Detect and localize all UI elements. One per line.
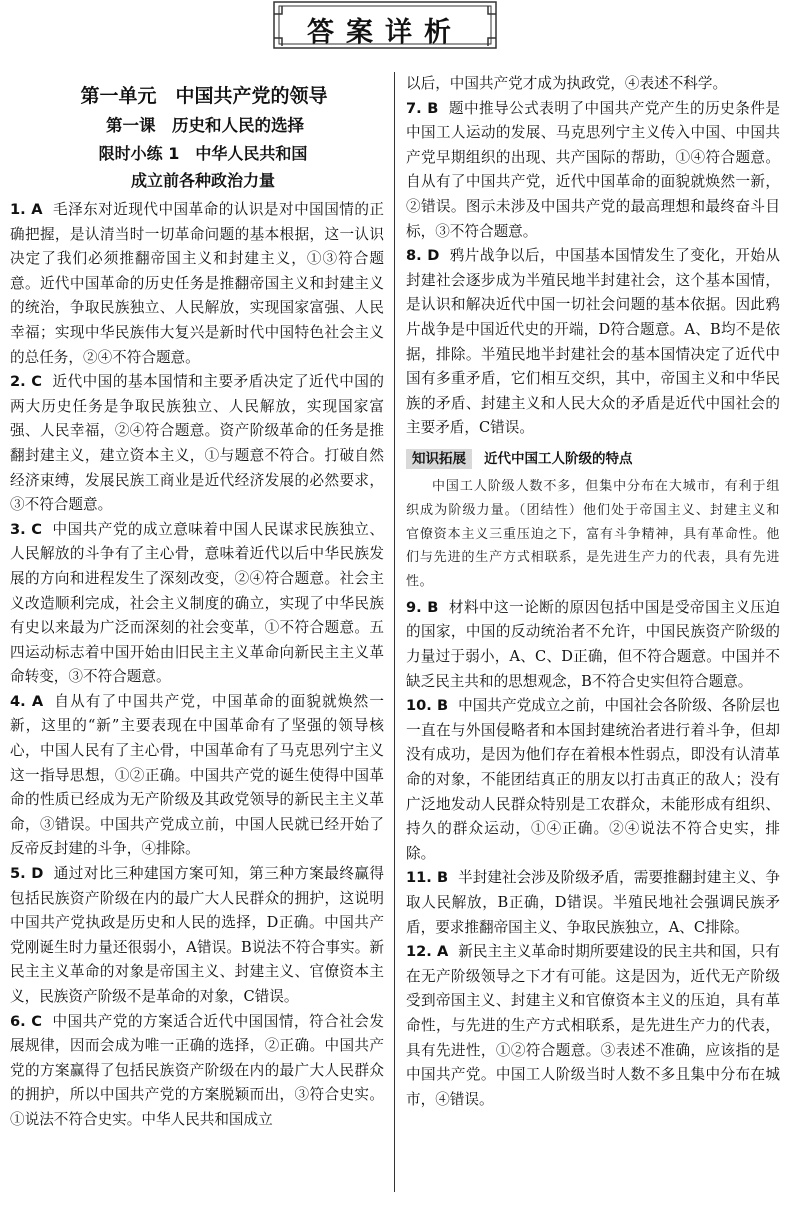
answer-text: 中国共产党成立之前，中国社会各阶级、各阶层也一直在与外国侵略者和本国封建统治者进行着斗争，但却没有成功，是因为他们存在着根本性弱点，即没有认清革命的对象，不能团结真正的朋友以打击真正的敌人；没有广泛地发动人民群众特别是工农群众，未能形成有组织、持久的群众运动，①④正确。②④说法不符合史实，排除。 xyxy=(406,697,780,862)
continuation-text: 以后，中国共产党才成为执政党，④表述不科学。 xyxy=(406,75,728,92)
answer-number: 8. D xyxy=(406,247,440,265)
answer-text: 通过对比三种建国方案可知，第三种方案最终赢得包括民族资产阶级在内的最广大人民群众的拥护，这说明中国共产党执政是历史和人民的选择，D正确。中国共产党刚诞生时力量还很弱小，A错误。B说法不符合事实。新民主主义革命的对象是帝国主义、封建主义、官僚资本主义，民族资产阶级不是革命的对象，C错误。 xyxy=(10,865,384,1005)
answer-text: 半封建社会涉及阶级矛盾，需要推翻封建主义、争取人民解放，B正确，D错误。半殖民地社会强调民族矛盾，要求推翻帝国主义、争取民族独立，A、C排除。 xyxy=(406,869,780,936)
knowledge-box-header xyxy=(406,447,780,471)
answer-item xyxy=(10,198,384,370)
answer-number: 3. C xyxy=(10,520,42,538)
knowledge-body: 中国工人阶级人数不多，但集中分布在大城市，有利于组织成为阶级力量。（团结性）他们处于帝国主义、封建主义和官僚资本主义三重压迫之下，富有斗争精神，具有革命性。他们与先进的生产方式相联系，是先进生产力的代表，具有先进性。 xyxy=(406,478,780,590)
answer-item xyxy=(10,518,384,690)
answer-number: 1. A xyxy=(10,201,43,218)
lesson-heading: 第一课 历史和人民的选择 xyxy=(106,116,304,135)
answer-item xyxy=(10,690,384,862)
answer-number: 11. B xyxy=(406,869,449,887)
answer-number: 12. A xyxy=(406,943,449,961)
answer-number: 2. C xyxy=(10,373,42,391)
column-divider xyxy=(394,72,395,1192)
answer-number: 9. B xyxy=(406,598,439,616)
drill-heading-line1: 限时小练 1 中华人民共和国 xyxy=(98,144,308,163)
answer-item xyxy=(406,866,780,940)
unit-heading: 第一单元 中国共产党的领导 xyxy=(80,85,328,107)
drill-heading-line2: 成立前各种政治力量 xyxy=(130,171,275,190)
answer-text: 中国共产党的方案适合近代中国国情，符合社会发展规律，因而会成为唯一正确的选择，②正确。中国共产党的方案赢得了包括民族资产阶级在内的最广大人民群众的拥护，所以中国共产党的方案脱颖而出，③符合史实。①说法不符合史实。中华人民共和国成立 xyxy=(10,1012,384,1128)
answer-item xyxy=(406,694,780,866)
answer-item xyxy=(10,370,384,518)
answer-text: 中国共产党的成立意味着中国人民谋求民族独立、人民解放的斗争有了主心骨，意味着近代以后中华民族发展的方向和进程发生了深刻改变，②④符合题意。社会主义改造顺利完成，社会主义制度的确立，实现了中华民族有史以来最为广泛而深刻的社会变革，①不符合题意。五四运动标志着中国开始由旧民主主义革命向新民主主义革命转变，③不符合题意。 xyxy=(10,520,384,686)
answer-text: 自从有了中国共产党，中国革命的面貌就焕然一新，这里的“新”主要表现在中国革命有了坚强的领导核心，中国人民有了主心骨，中国革命有了马克思列宁主义这一指导思想，①②正确。中国共产党的诞生使得中国革命的性质已经成为无产阶级及其政党领导的新民主主义革命，③错误。中国共产党成立前，中国人民就已经开始了反帝反封建的斗争，④排除。 xyxy=(10,692,384,858)
answer-text: 毛泽东对近现代中国革命的认识是对中国国情的正确把握，是认清当时一切革命问题的基本根据，这一认识决定了我们必须推翻帝国主义和封建主义，①③符合题意。近代中国革命的历史任务是推翻帝国主义和封建主义的统治，争取民族独立、人民解放，实现国家富强、人民幸福；实现中华民族伟大复兴是新时代中国特色社会主义的总任务，②④不符合题意。 xyxy=(10,201,384,366)
answer-number: 7. B xyxy=(406,99,439,117)
banner-title: 答案详析 xyxy=(307,17,463,48)
knowledge-tag: 知识拓展 xyxy=(406,449,472,469)
right-column xyxy=(406,72,780,1112)
answer-text: 近代中国的基本国情和主要矛盾决定了近代中国的两大历史任务是争取民族独立、人民解放，实现国家富强、人民幸福，②④符合题意。资产阶级革命的任务是推翻封建主义，建立资本主义，①与题意不符合。打破自然经济束缚，发展民族工商业是近代经济发展的必然要求，③不符合题意。 xyxy=(10,373,384,514)
answer-text: 鸦片战争以后，中国基本国情发生了变化，开始从封建社会逐步成为半殖民地半封建社会，这个基本国情，是认识和解决近代中国一切社会问题的基本依据。因此鸦片战争是中国近代史的开端，D符合题意。A、B均不是依据，排除。半殖民地半封建社会的基本国情决定了近代中国有多重矛盾，它们相互交织，其中，帝国主义和中华民族的矛盾、封建主义和人民大众的矛盾是近代中国社会的主要矛盾，C错误。 xyxy=(406,247,780,437)
answer-text: 题中推导公式表明了中国共产党产生的历史条件是中国工人运动的发展、马克思列宁主义传入中国、中国共产党早期组织的出现、共产国际的帮助，①④符合题意。自从有了中国共产党，近代中国革命的面貌就焕然一新，②错误。图示未涉及中国共产党的最高理想和最终奋斗目标，③不符合题意。 xyxy=(406,99,780,240)
answer-number: 10. B xyxy=(406,697,449,715)
answer-item xyxy=(406,97,780,245)
answer-item xyxy=(406,244,780,441)
left-column xyxy=(10,80,384,1133)
answer-item xyxy=(10,1010,384,1133)
answer-number: 4. A xyxy=(10,692,44,710)
left-question-list xyxy=(10,198,384,1133)
answer-text: 新民主主义革命时期所要建设的民主共和国，只有在无产阶级领导之下才有可能。这是因为，近代无产阶级受到帝国主义、封建主义和官僚资本主义的压迫，具有革命性，与先进的生产方式相联系，是先进生产力的代表，具有先进性，①②符合题意。③表述不准确，应该指的是中国共产党。中国工人阶级当时人数不多且集中分布在城市，④错误。 xyxy=(406,943,780,1108)
answer-text: 材料中这一论断的原因包括中国是受帝国主义压迫的国家，中国的反动统治者不允许，中国民族资产阶级的力量过于弱小，A、C、D正确，但不符合题意。中国并不缺乏民主共和的思想观念，B不符合史实但符合题意。 xyxy=(406,598,780,690)
knowledge-title: 近代中国工人阶级的特点 xyxy=(484,450,633,467)
answer-item xyxy=(406,940,780,1112)
answer-number: 6. C xyxy=(10,1012,42,1030)
title-banner xyxy=(270,0,500,52)
answer-item xyxy=(10,862,384,1010)
answer-number: 5. D xyxy=(10,865,44,883)
answer-item xyxy=(406,596,780,694)
